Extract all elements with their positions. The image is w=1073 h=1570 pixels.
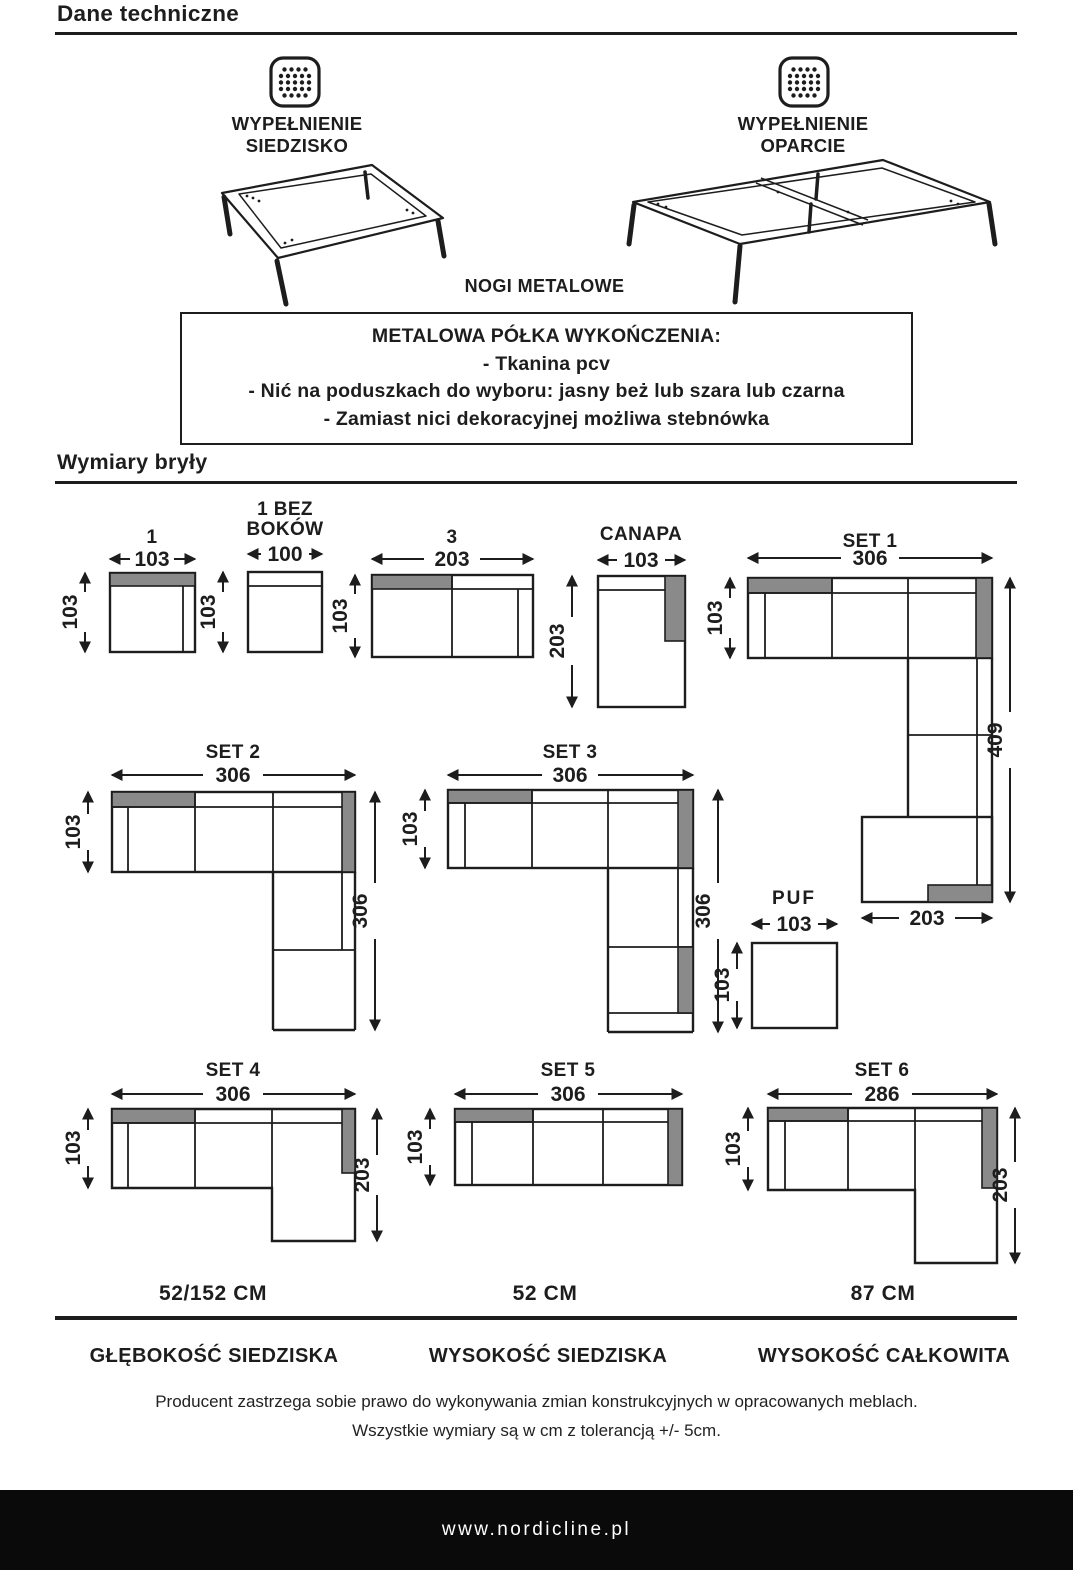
diagram-set3 (395, 730, 745, 1045)
website-url: www.nordicline.pl (441, 1519, 632, 1540)
diagram-set2-label: SET 2 (205, 742, 261, 763)
diagram-set4-label: SET 4 (205, 1060, 261, 1081)
armrest-shading (678, 790, 693, 868)
diagram-3-label: 3 (446, 527, 458, 548)
header-divider (55, 32, 1017, 35)
diagram-set4 (55, 1050, 405, 1255)
diagram-set6-width: 286 (864, 1083, 900, 1106)
diagram-set5-width: 306 (550, 1083, 586, 1106)
disclaimer-line1: Producent zastrzega sobie prawo do wykonywania zmian konstrukcyjnych w opracowanych meblach. (155, 1392, 918, 1411)
diagram-canapa-width: 103 (623, 549, 659, 572)
diagram-set1-label: SET 1 (842, 531, 898, 552)
diagram-set3-width: 306 (552, 764, 588, 787)
diagram-set5-height: 103 (404, 1129, 427, 1165)
diagram-3 (330, 524, 558, 664)
diagram-1bb-label1: 1 BEZ (257, 499, 313, 520)
seat-filling-icon (268, 55, 322, 109)
backrest-shading (110, 573, 195, 586)
seat-depth-value: 52/152 CM (158, 1282, 268, 1305)
armrest-shading (668, 1109, 682, 1185)
diagram-set2-total-height: 306 (349, 893, 372, 929)
info-box-line1: - Tkanina pcv (482, 352, 611, 375)
back-frame-drawing (618, 152, 1016, 312)
footer-bar (0, 1490, 1073, 1570)
backrest-shading (448, 790, 532, 803)
diagram-puf-height: 103 (711, 967, 734, 1003)
dimensions-title: Wymiary bryły (57, 450, 208, 474)
back-filling-icon (777, 55, 831, 109)
info-box-line2: - Nić na poduszkach do wyboru: jasny beż lub szara lub czarna (248, 380, 845, 402)
finish-info-box (180, 312, 913, 445)
total-height-label: WYSOKOŚĆ CAŁKOWITA (757, 1345, 1011, 1367)
diagram-canapa (547, 520, 710, 720)
diagram-set3-total-height: 306 (692, 893, 715, 929)
armrest-shading (665, 576, 685, 641)
diagram-set1 (705, 530, 1040, 935)
diagram-set5 (402, 1050, 710, 1210)
diagram-1-label: 1 (146, 527, 158, 548)
summary-divider (55, 1316, 1017, 1320)
back-filling-line2: OPARCIE (760, 134, 846, 156)
backrest-shading (372, 575, 452, 589)
diagram-set6-label: SET 6 (854, 1060, 910, 1081)
armrest-shading (678, 947, 693, 1013)
diagram-set5-label: SET 5 (540, 1060, 596, 1081)
seat-depth-label: GŁĘBOKOŚĆ SIEDZISKA (89, 1345, 339, 1367)
diagram-set2 (55, 730, 405, 1040)
diagram-set2-width: 306 (215, 764, 251, 787)
back-filling-label (693, 113, 913, 156)
backrest-shading (768, 1108, 848, 1121)
seat-filling-line1: WYPEŁNIENIE (231, 113, 363, 134)
diagram-3-height: 103 (329, 598, 352, 634)
diagram-set6-total-height: 203 (989, 1167, 1012, 1203)
diagram-canapa-height: 203 (546, 623, 569, 659)
diagram-set4-width: 306 (215, 1083, 251, 1106)
seat-frame-drawing (215, 158, 460, 310)
diagram-puf-label: PUF (772, 888, 816, 909)
diagram-set1-chaise-width: 203 (909, 907, 945, 930)
seat-filling-label (187, 113, 407, 156)
diagram-puf (712, 880, 860, 1040)
diagram-1-bez-bokow (197, 497, 340, 665)
dot-grid (788, 67, 820, 97)
info-box-title: METALOWA PÓŁKA WYKOŃCZENIA: (371, 325, 722, 347)
backrest-shading (928, 885, 992, 902)
backrest-shading (112, 792, 195, 807)
diagram-set6 (722, 1050, 1055, 1280)
seat-height-label: WYSOKOŚĆ SIEDZISKA (428, 1345, 668, 1367)
info-box-line3: - Zamiast nici dekoracyjnej możliwa stebnówka (323, 407, 770, 430)
diagram-set1-width: 306 (852, 547, 888, 570)
dot-grid (279, 67, 311, 97)
seat-filling-line2: SIEDZISKO (245, 134, 349, 156)
armrest-shading (342, 792, 355, 872)
diagram-set3-height: 103 (399, 811, 422, 847)
diagram-1-width: 103 (134, 548, 170, 571)
diagram-set1-height: 103 (704, 600, 727, 636)
seat-height-value: 52 CM (512, 1282, 578, 1305)
backrest-shading (455, 1109, 533, 1122)
armrest-shading (976, 578, 992, 658)
diagram-1bb-label2: BOKÓW (246, 519, 324, 540)
total-height-value: 87 CM (850, 1282, 916, 1305)
metal-legs-label: NOGI METALOWE (464, 276, 625, 296)
diagram-1bb-width: 100 (267, 543, 303, 566)
diagram-set2-height: 103 (62, 814, 85, 850)
diagram-set3-label: SET 3 (542, 742, 598, 763)
diagram-set1-total-height: 409 (984, 722, 1007, 758)
diagram-set6-height: 103 (722, 1131, 745, 1167)
back-filling-line1: WYPEŁNIENIE (737, 113, 869, 134)
backrest-shading (748, 578, 832, 593)
dimensions-divider (55, 481, 1017, 484)
backrest-shading (112, 1109, 195, 1123)
diagram-puf-width: 103 (776, 913, 812, 936)
diagram-3-width: 203 (434, 548, 470, 571)
diagram-1bb-height: 103 (197, 594, 220, 630)
diagram-set4-height: 103 (62, 1130, 85, 1166)
diagram-canapa-label: CANAPA (599, 524, 683, 545)
diagram-set4-total-height: 203 (351, 1157, 374, 1193)
disclaimer-line2: Wszystkie wymiary są w cm z tolerancją +/- 5cm. (352, 1421, 721, 1440)
page-title: Dane techniczne (57, 1, 240, 26)
diagram-1-height: 103 (59, 594, 82, 630)
